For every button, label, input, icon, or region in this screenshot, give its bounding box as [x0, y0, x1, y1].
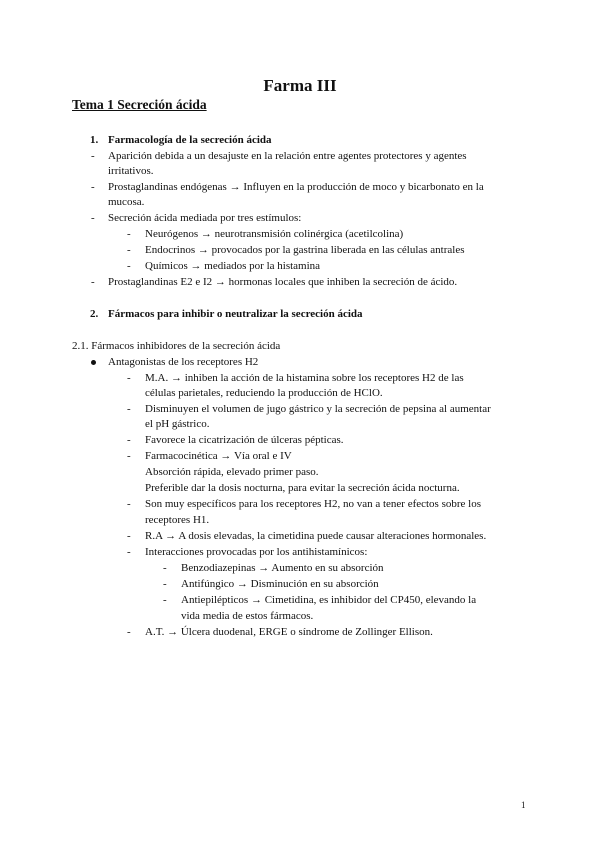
list-item: Secreción ácida mediada por tres estímulos: [108, 212, 302, 224]
section-1-number: 1. [90, 134, 99, 146]
dash-bullet: - [91, 212, 95, 224]
bullet-dot [91, 360, 96, 365]
section-1-heading: Farmacología de la secreción ácida [108, 134, 272, 146]
list-item: Antiepilépticos → Cimetidina, es inhibidor del CP450, elevando la [181, 594, 477, 606]
list-item-continuation: receptores H1. [145, 514, 210, 526]
list-item-continuation: el pH gástrico. [145, 418, 210, 430]
dash-bullet: - [127, 244, 131, 256]
dash-bullet: - [163, 578, 167, 590]
dash-bullet: - [127, 546, 131, 558]
dash-bullet: - [91, 276, 95, 288]
group-heading: Antagonistas de los receptores H2 [108, 356, 259, 368]
list-item: R.A → A dosis elevadas, la cimetidina puede causar alteraciones hormonales. [145, 530, 487, 542]
list-item-continuation: irritativos. [108, 165, 154, 177]
list-item-continuation: vida media de estos fármacos. [181, 610, 314, 622]
dash-bullet: - [127, 260, 131, 272]
list-item: A.T. → Úlcera duodenal, ERGE o síndrome de Zollinger Ellison. [145, 626, 433, 638]
subsection-heading: 2.1. Fármacos inhibidores de la secreción ácida [72, 340, 281, 352]
topic-heading: Tema 1 Secreción ácida [72, 97, 207, 112]
dash-bullet: - [91, 181, 95, 193]
section-2-number: 2. [90, 308, 99, 320]
list-item: Prostaglandinas endógenas → Influyen en la producción de moco y bicarbonato en la [108, 181, 484, 193]
dash-bullet: - [163, 594, 167, 606]
list-item: Antifúngico → Disminución en su absorción [181, 578, 379, 590]
page-number: 1 [521, 800, 526, 810]
dash-bullet: - [91, 150, 95, 162]
page-title: Farma III [263, 76, 337, 95]
list-item-continuation: Absorción rápida, elevado primer paso. [145, 466, 319, 478]
dash-bullet: - [127, 372, 131, 384]
list-item: Prostaglandinas E2 e I2 → hormonas locales que inhiben la secreción de ácido. [108, 276, 458, 288]
list-item: M.A. → inhiben la acción de la histamina sobre los receptores H2 de las [145, 372, 464, 384]
list-item-continuation: mucosa. [108, 196, 145, 208]
dash-bullet: - [127, 498, 131, 510]
list-item: Aparición debida a un desajuste en la relación entre agentes protectores y agentes [108, 150, 467, 162]
list-item-continuation: células parietales, reduciendo la producción de HClO. [145, 387, 383, 399]
dash-bullet: - [127, 434, 131, 446]
list-item: Endocrinos → provocados por la gastrina liberada en las células antrales [145, 244, 465, 256]
section-2-heading: Fármacos para inhibir o neutralizar la secreción ácida [108, 308, 363, 320]
list-item: Benzodiazepinas → Aumento en su absorción [181, 562, 384, 574]
list-item: Interacciones provocadas por los antihistamínicos: [145, 546, 368, 558]
dash-bullet: - [127, 626, 131, 638]
list-item: Farmacocinética → Vía oral e IV [145, 450, 292, 462]
dash-bullet: - [127, 530, 131, 542]
dash-bullet: - [127, 403, 131, 415]
list-item: Químicos → mediados por la histamina [145, 260, 321, 272]
list-item-continuation: Preferible dar la dosis nocturna, para evitar la secreción ácida nocturna. [145, 482, 460, 494]
dash-bullet: - [127, 450, 131, 462]
dash-bullet: - [163, 562, 167, 574]
list-item: Disminuyen el volumen de jugo gástrico y la secreción de pepsina al aumentar [145, 403, 491, 415]
dash-bullet: - [127, 228, 131, 240]
list-item: Favorece la cicatrización de úlceras pépticas. [145, 434, 344, 446]
list-item: Son muy específicos para los receptores H2, no van a tener efectos sobre los [145, 498, 481, 510]
list-item: Neurógenos → neurotransmisión colinérgica (acetilcolina) [145, 228, 404, 240]
